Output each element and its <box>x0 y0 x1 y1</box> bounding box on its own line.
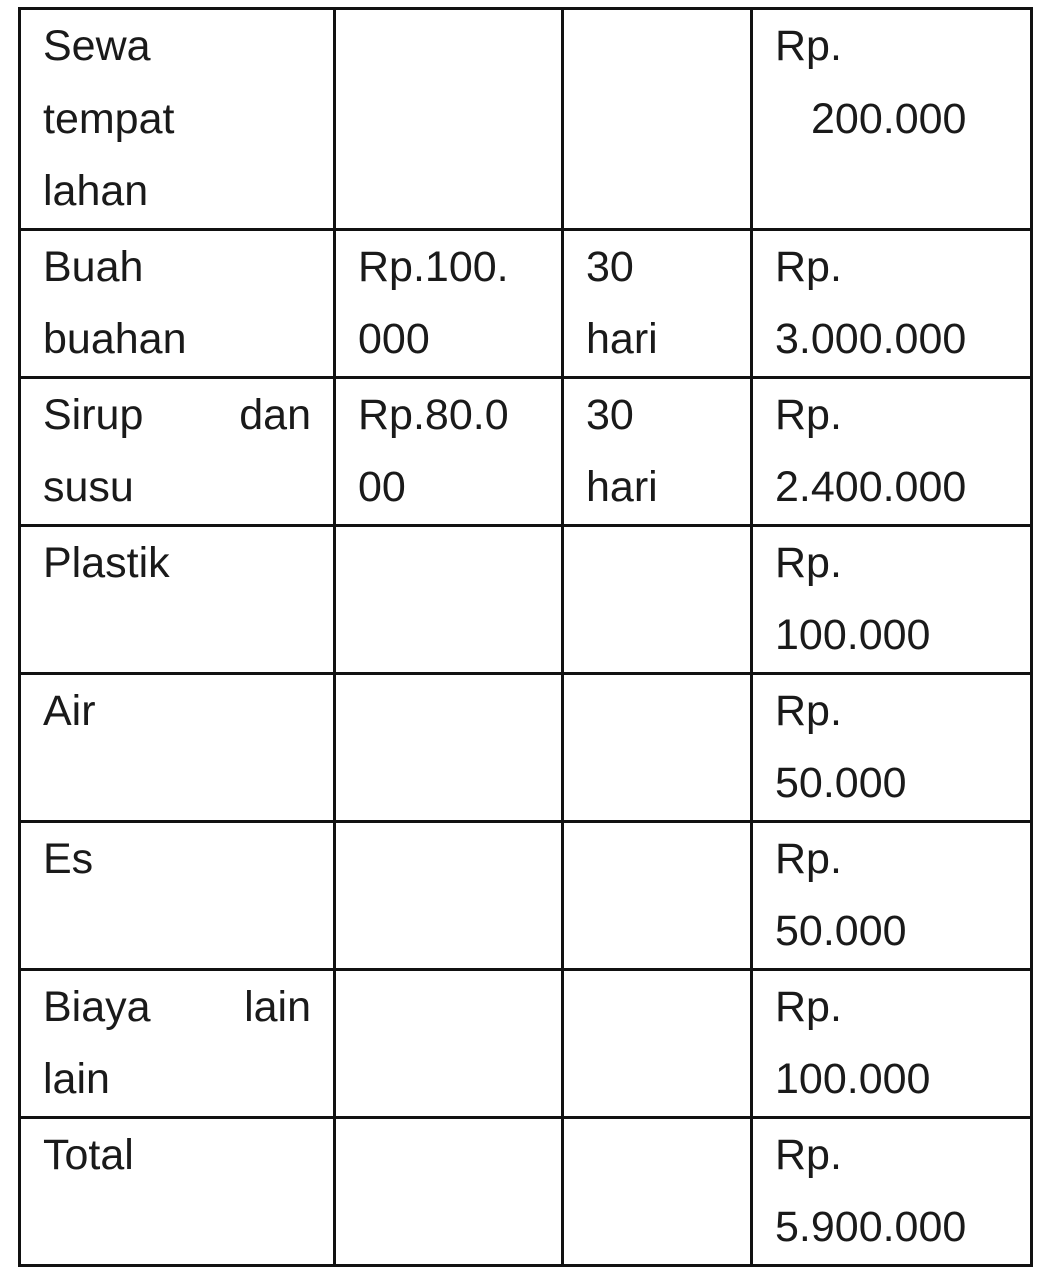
total-cell <box>752 525 1032 673</box>
duration-cell <box>563 969 752 1117</box>
item-line: Plastik <box>43 538 170 587</box>
table-row <box>20 969 1032 1117</box>
total-line: 100.000 <box>775 1055 931 1103</box>
total-line: Rp. <box>775 22 842 70</box>
item-line-justified <box>43 379 333 452</box>
table-row <box>20 229 1032 377</box>
total-line: Rp. <box>775 982 842 1031</box>
duration-line: 30 <box>586 242 634 291</box>
duration-cell <box>563 821 752 969</box>
total-line: 5.900.000 <box>775 1203 967 1251</box>
total-line: Rp. <box>775 390 842 439</box>
item-word: lain <box>244 982 311 1031</box>
price-line: 000 <box>358 315 430 363</box>
item-line-justified <box>43 971 333 1044</box>
item-line: Air <box>43 686 96 735</box>
cost-table <box>18 7 1033 1267</box>
price-cell <box>335 9 563 230</box>
total-line: Rp. <box>775 538 842 587</box>
item-line: Buah <box>43 242 144 291</box>
duration-cell <box>563 9 752 230</box>
item-word: Biaya <box>43 982 151 1031</box>
price-cell <box>335 969 563 1117</box>
item-line: Sewa <box>43 22 151 70</box>
item-cell <box>20 377 335 525</box>
total-cell <box>752 229 1032 377</box>
duration-line: hari <box>586 463 658 511</box>
price-cell <box>335 673 563 821</box>
total-cell <box>752 9 1032 230</box>
total-line: 3.000.000 <box>775 315 967 363</box>
price-cell <box>335 821 563 969</box>
table-row-total <box>20 1117 1032 1265</box>
item-cell <box>20 969 335 1117</box>
duration-line: hari <box>586 315 658 363</box>
table-row <box>20 821 1032 969</box>
duration-cell <box>563 229 752 377</box>
item-line: lahan <box>43 167 149 215</box>
total-line: 50.000 <box>775 759 907 807</box>
total-cell <box>752 673 1032 821</box>
item-line: tempat <box>43 94 175 143</box>
item-line: Es <box>43 834 94 883</box>
total-line: 50.000 <box>775 907 907 955</box>
item-line: buahan <box>43 315 187 363</box>
total-line: Rp. <box>775 242 842 291</box>
table-row <box>20 377 1032 525</box>
total-line: 2.400.000 <box>775 463 967 511</box>
price-cell <box>335 525 563 673</box>
table-row <box>20 673 1032 821</box>
total-line: 100.000 <box>775 611 931 659</box>
total-cell <box>752 377 1032 525</box>
duration-line: 30 <box>586 390 634 439</box>
item-line: susu <box>43 463 134 511</box>
price-line: 00 <box>358 463 406 511</box>
total-cell <box>752 1117 1032 1265</box>
duration-cell <box>563 377 752 525</box>
price-line: Rp.80.0 <box>358 390 509 439</box>
total-line: 200.000 <box>811 94 967 143</box>
table-row <box>20 525 1032 673</box>
duration-cell <box>563 673 752 821</box>
item-cell <box>20 9 335 230</box>
item-word: dan <box>239 390 311 439</box>
item-cell <box>20 1117 335 1265</box>
item-line: Total <box>43 1130 134 1179</box>
price-cell <box>335 1117 563 1265</box>
table-row <box>20 9 1032 230</box>
item-line: lain <box>43 1055 110 1103</box>
price-cell <box>335 377 563 525</box>
price-line: Rp.100. <box>358 242 509 291</box>
duration-cell <box>563 525 752 673</box>
price-cell <box>335 229 563 377</box>
item-cell <box>20 525 335 673</box>
total-cell <box>752 969 1032 1117</box>
item-word: Sirup <box>43 390 144 439</box>
item-cell <box>20 229 335 377</box>
total-line: Rp. <box>775 1130 842 1179</box>
total-line: Rp. <box>775 834 842 883</box>
item-cell <box>20 821 335 969</box>
total-cell <box>752 821 1032 969</box>
item-cell <box>20 673 335 821</box>
duration-cell <box>563 1117 752 1265</box>
total-line: Rp. <box>775 686 842 735</box>
